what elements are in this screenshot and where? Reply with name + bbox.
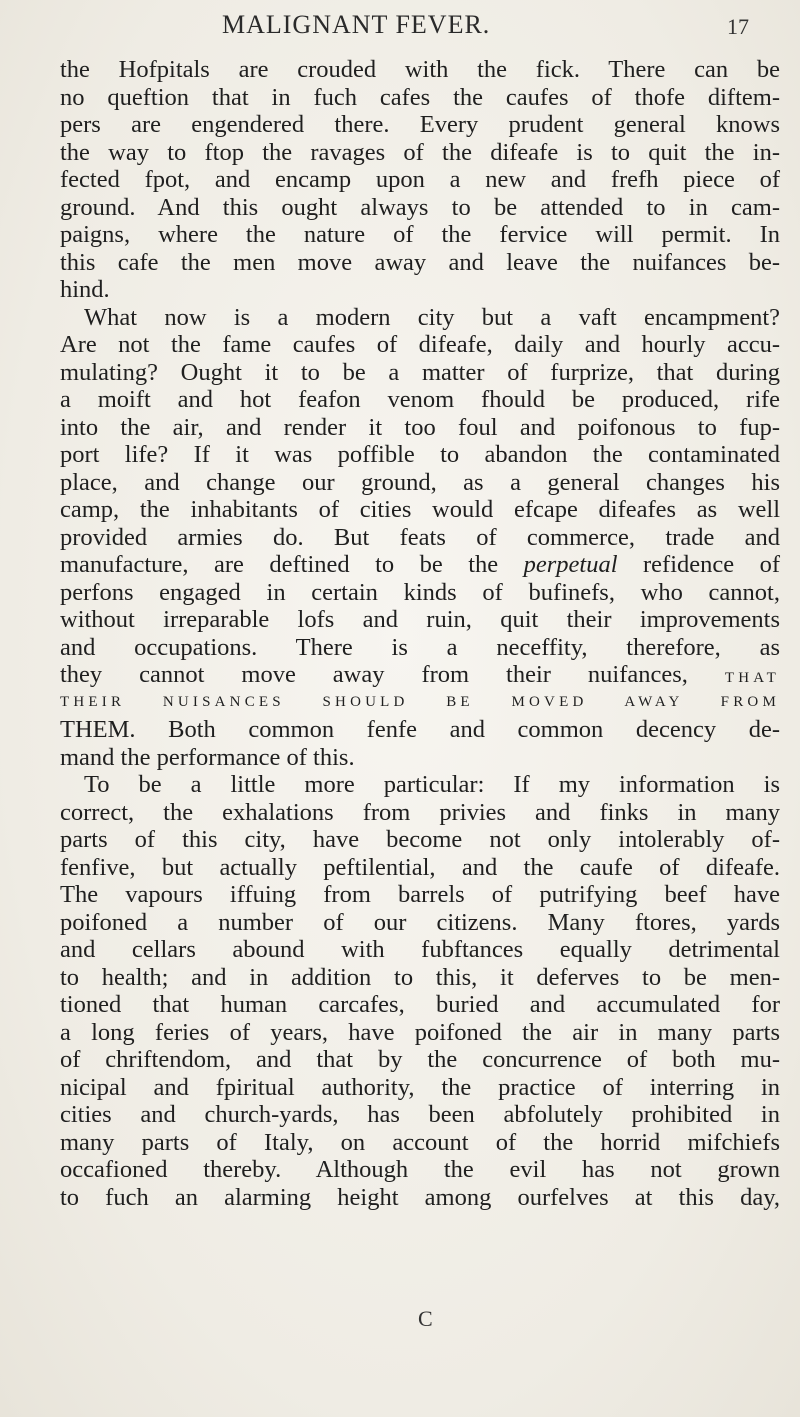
text-line: the way to ftop the ravages of the difeafe is to quit the in-	[60, 138, 780, 166]
page-number: 17	[727, 14, 749, 39]
text-line: without irreparable lofs and ruin, quit their improvements	[60, 606, 780, 633]
text-line: the Hofpitals are crouded with the fick. There can be	[60, 56, 780, 83]
text-line: mulating? Ought it to be a matter of furprize, that during	[60, 358, 780, 386]
text-line: mand the performance of this.	[60, 743, 355, 771]
text-line: place, and change our ground, as a general changes his	[60, 468, 780, 496]
text-line: nicipal and fpiritual authority, the practice of interring in	[60, 1073, 780, 1101]
text-line: fenfive, but actually peftilential, and the caufe of difeafe.	[60, 853, 780, 881]
text-line: parts of this city, have become not only intolerably of-	[60, 826, 780, 853]
text-line: hind.	[60, 276, 110, 303]
text-line: a long feries of years, have poifoned the air in many parts	[60, 1018, 780, 1046]
text-line: occafioned thereby. Although the evil has not grown	[60, 1156, 780, 1183]
text-line: provided armies do. But feats of commerce, trade and	[60, 523, 780, 551]
signature-mark: C	[418, 1306, 433, 1331]
text-line: a moift and hot feafon venom fhould be produced, rife	[60, 386, 780, 413]
text-line: to health; and in addition to this, it deferves to be men-	[60, 963, 780, 991]
text-line: fected fpot, and encamp upon a new and frefh piece of	[60, 166, 780, 193]
text-line: Are not the fame caufes of difeafe, daily and hourly accu-	[60, 331, 780, 358]
text-line: this cafe the men move away and leave the nuifances be-	[60, 248, 780, 276]
text-line: to fuch an alarming height among ourfelves at this day,	[60, 1183, 780, 1211]
text-line-with-smallcaps	[60, 661, 780, 689]
text-line: perfons engaged in certain kinds of bufinefs, who cannot,	[60, 578, 780, 606]
text-line: cities and church-yards, has been abfolutely prohibited in	[60, 1101, 780, 1128]
body-text	[60, 56, 780, 1211]
text-line: manufacture, are deftined to be the perpetual refidence of	[60, 551, 781, 578]
text-line: correct, the exhalations from privies and finks in many	[60, 798, 780, 826]
text-line: THEM. Both common fenfe and common decency de-	[60, 716, 780, 743]
text-span: they cannot move away from their nuifances,	[60, 661, 688, 688]
text-line: To be a little more particular: If my information is	[84, 771, 780, 798]
text-line: into the air, and render it too foul and poifonous to fup-	[60, 413, 780, 441]
text-line: poifoned a number of our citizens. Many ftores, yards	[60, 908, 780, 936]
text-line: and occupations. There is a neceffity, therefore, as	[60, 633, 780, 661]
running-head	[0, 6, 800, 46]
text-line: port life? If it was poffible to abandon the contaminated	[60, 441, 780, 468]
text-line: of chriftendom, and that by the concurrence of both mu-	[60, 1046, 780, 1073]
text-line: camp, the inhabitants of cities would efcape difeafes as well	[60, 496, 780, 523]
text-line: and cellars abound with fubftances equally detrimental	[60, 936, 780, 963]
smallcaps-line: THEIR NUISANCES SHOULD BE MOVED AWAY FROM	[60, 693, 780, 710]
italic-perpetual: perpetual	[523, 551, 618, 578]
text-line: What now is a modern city but a vaft encampment?	[84, 303, 780, 331]
smallcaps-that: THAT	[724, 670, 780, 686]
running-head-title: MALIGNANT FEVER.	[222, 10, 491, 39]
text-line: pers are engendered there. Every prudent general knows	[60, 111, 780, 138]
text-line: paigns, where the nature of the fervice will permit. In	[60, 221, 780, 248]
text-line: The vapours iffuing from barrels of putrifying beef have	[60, 881, 780, 908]
text-line: ground. And this ought always to be attended to in cam-	[60, 193, 780, 221]
text-line: tioned that human carcafes, buried and accumulated for	[60, 991, 780, 1018]
text-line: many parts of Italy, on account of the horrid mifchiefs	[60, 1128, 780, 1156]
text-line: no queftion that in fuch cafes the caufes of thofe diftem-	[60, 83, 780, 111]
